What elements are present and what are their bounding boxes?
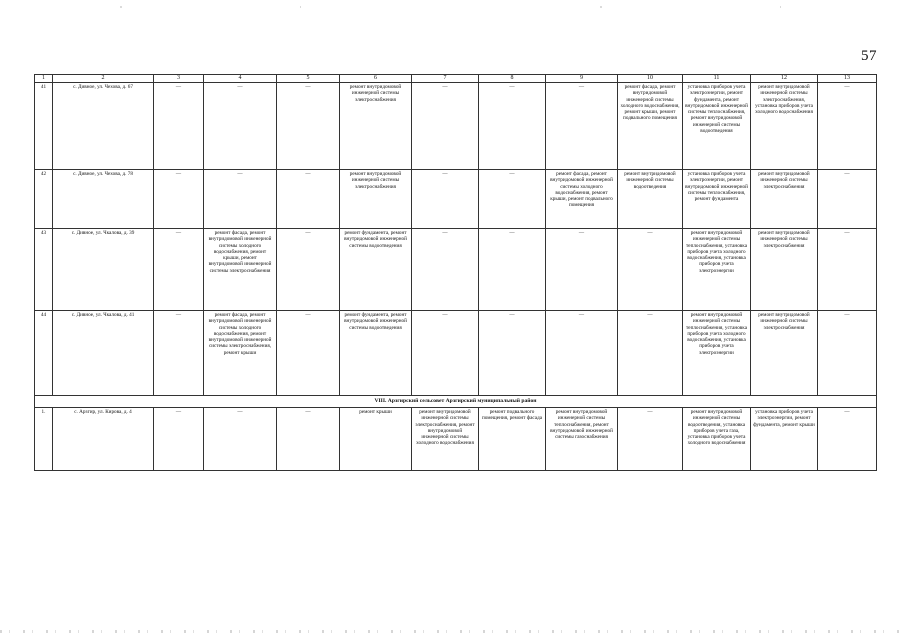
dash-cell: —	[818, 311, 877, 396]
row-number: 41	[35, 83, 53, 170]
header-cell: 5	[277, 75, 340, 83]
header-cell: 11	[683, 75, 751, 83]
works-cell: ремонт крыши	[340, 408, 412, 471]
header-cell: 13	[818, 75, 877, 83]
address-cell: с. Дивное, ул. Чкалова, д. 41	[53, 311, 154, 396]
works-cell: установка приборов учета электроэнергии, ремонт внутридомовой инженерной системы теплоснабжения, ремонт фундамента	[683, 170, 751, 229]
works-cell: ремонт фасада, ремонт внутридомовой инженерной системы холодного водоснабжения, ремонт крыши, ремонт подвального помещения	[546, 170, 618, 229]
dash-cell: —	[412, 83, 479, 170]
dash-cell: —	[204, 83, 277, 170]
table-row	[35, 229, 877, 311]
dash-cell: —	[618, 311, 683, 396]
works-cell: ремонт внутридомовой инженерной системы электроснабжения, ремонт внутридомовой инженерной системы холодного водоснабжения	[412, 408, 479, 471]
dash-cell: —	[412, 229, 479, 311]
table-row	[35, 170, 877, 229]
page-number: 57	[861, 48, 877, 64]
dash-cell: —	[154, 408, 204, 471]
dash-cell: —	[618, 408, 683, 471]
dash-cell: —	[618, 229, 683, 311]
header-cell: 10	[618, 75, 683, 83]
row-number: 1.	[35, 408, 53, 471]
section-row	[35, 396, 877, 408]
scan-artifact-bottom	[0, 630, 905, 633]
header-cell: 3	[154, 75, 204, 83]
works-cell: ремонт внутридомовой инженерной системы теплоснабжения, ремонт внутридомовой инженерной системы газоснабжения	[546, 408, 618, 471]
works-cell: ремонт фундамента, ремонт внутридомовой инженерной системы водоотведения	[340, 229, 412, 311]
dash-cell: —	[818, 229, 877, 311]
dash-cell: —	[154, 170, 204, 229]
dash-cell: —	[479, 170, 546, 229]
row-number: 42	[35, 170, 53, 229]
header-cell: 7	[412, 75, 479, 83]
works-cell: ремонт внутридомовой инженерной системы электроснабжения	[751, 311, 818, 396]
table-row	[35, 83, 877, 170]
header-cell: 12	[751, 75, 818, 83]
works-cell: ремонт внутридомовой инженерной системы водоотведения	[618, 170, 683, 229]
dash-cell: —	[818, 408, 877, 471]
table-row	[35, 408, 877, 471]
header-cell: 2	[53, 75, 154, 83]
works-cell: ремонт внутридомовой инженерной системы электроснабжения	[340, 83, 412, 170]
dash-cell: —	[154, 229, 204, 311]
dash-cell: —	[546, 229, 618, 311]
dash-cell: —	[277, 311, 340, 396]
row-number: 43	[35, 229, 53, 311]
works-cell: ремонт фасада, ремонт внутридомовой инженерной системы холодного водоснабжения, ремонт крыши, ремонт подвального помещения	[618, 83, 683, 170]
dash-cell: —	[818, 170, 877, 229]
header-cell: 4	[204, 75, 277, 83]
dash-cell: —	[546, 311, 618, 396]
works-cell: ремонт фундамента, ремонт внутридомовой инженерной системы водоотведения	[340, 311, 412, 396]
works-cell: ремонт внутридомовой инженерной системы электроснабжения, установка приборов учета холодного водоснабжения	[751, 83, 818, 170]
works-cell: ремонт внутридомовой инженерной системы электроснабжения	[751, 170, 818, 229]
works-cell: ремонт внутридомовой инженерной системы электроснабжения	[340, 170, 412, 229]
works-cell: ремонт внутридомовой инженерной системы водоотведения, установка приборов учета газа, установка приборов учета холодного водоснабжения	[683, 408, 751, 471]
dash-cell: —	[204, 408, 277, 471]
works-table	[34, 74, 877, 471]
dash-cell: —	[479, 83, 546, 170]
header-cell: 6	[340, 75, 412, 83]
works-cell: ремонт внутридомовой инженерной системы теплоснабжения, установка приборов учета холодного водоснабжения, установка приборов учета электроэнергии	[683, 229, 751, 311]
header-cell: 8	[479, 75, 546, 83]
dash-cell: —	[277, 408, 340, 471]
header-cell: 9	[546, 75, 618, 83]
dash-cell: —	[479, 229, 546, 311]
dash-cell: —	[546, 83, 618, 170]
dash-cell: —	[277, 170, 340, 229]
dash-cell: —	[277, 229, 340, 311]
address-cell: с. Арзгир, ул. Кирова, д. 4	[53, 408, 154, 471]
section-title: VIII. Арзгирский сельсовет Арзгирский муниципальный район	[35, 396, 877, 408]
works-cell: установка приборов учета электроэнергии, ремонт фундамента, ремонт крыши	[751, 408, 818, 471]
dash-cell: —	[204, 170, 277, 229]
row-number: 44	[35, 311, 53, 396]
works-cell: ремонт фасада, ремонт внутридомовой инженерной системы холодного водоснабжения, ремонт внутридомовой инженерной системы электроснабжения, ремонт крыши	[204, 311, 277, 396]
dash-cell: —	[154, 83, 204, 170]
dash-cell: —	[818, 83, 877, 170]
works-cell: установка приборов учета электроэнергии, ремонт фундамента, ремонт внутридомовой инженерной системы теплоснабжения, ремонт внутридомовой инженерной системы водоотведения	[683, 83, 751, 170]
works-cell: ремонт фасада, ремонт внутридомовой инженерной системы холодного водоснабжения, ремонт крыши, ремонт внутридомовой инженерной системы электроснабжения	[204, 229, 277, 311]
header-row	[35, 75, 877, 83]
dash-cell: —	[154, 311, 204, 396]
dash-cell: —	[479, 311, 546, 396]
works-cell: ремонт внутридомовой инженерной системы теплоснабжения, установка приборов учета холодного водоснабжения, установка приборов учета электроэнергии	[683, 311, 751, 396]
works-cell: ремонт подвального помещения, ремонт фасада	[479, 408, 546, 471]
table-row	[35, 311, 877, 396]
works-cell: ремонт внутридомовой инженерной системы электроснабжения	[751, 229, 818, 311]
header-cell: 1	[35, 75, 53, 83]
address-cell: с. Дивное, ул. Чехова, д. 78	[53, 170, 154, 229]
dash-cell: —	[277, 83, 340, 170]
dash-cell: —	[412, 311, 479, 396]
scan-artifact-top	[0, 6, 905, 8]
address-cell: с. Дивное, ул. Чкалова, д. 39	[53, 229, 154, 311]
dash-cell: —	[412, 170, 479, 229]
address-cell: с. Дивное, ул. Чехова, д. 67	[53, 83, 154, 170]
